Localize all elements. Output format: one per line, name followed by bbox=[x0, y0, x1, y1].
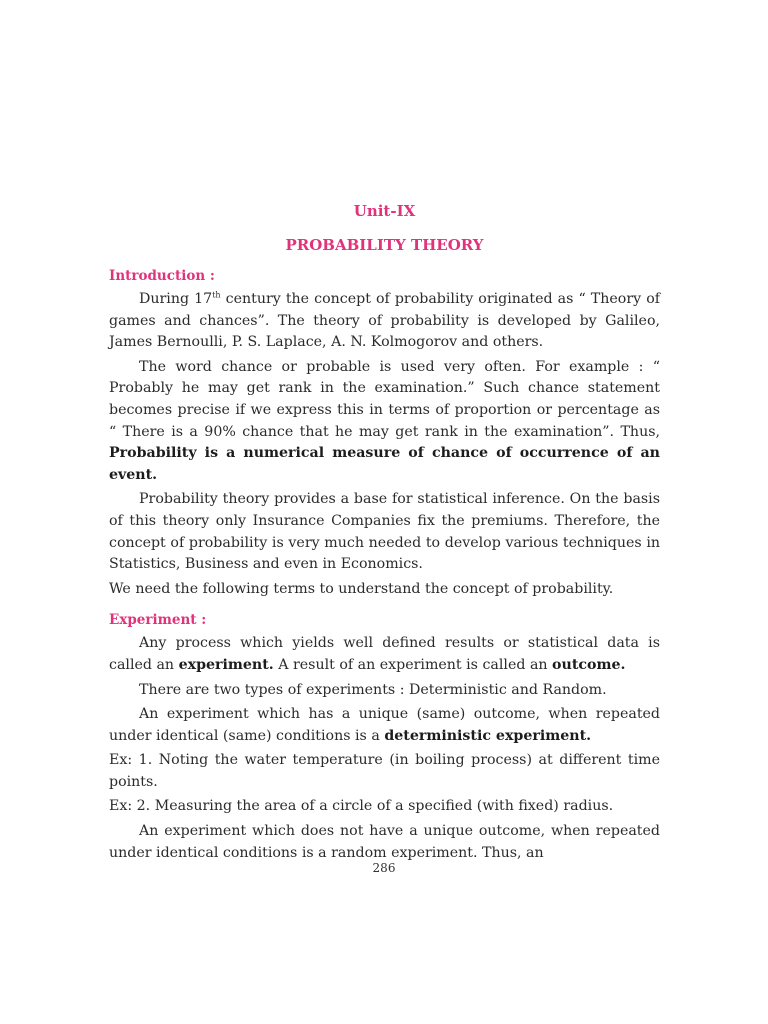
intro-p2-text: The word chance or probable is used very often. For example : “ Probably he may get rank in the examination.” Such chance statement becomes precise if we express this in terms of proportion or percentage as “ There is a 90% chance that he may get rank in the examination”. Thus, bbox=[109, 358, 660, 440]
experiment-heading: Experiment : bbox=[109, 612, 207, 629]
intro-p1-text-a: During 17 bbox=[139, 291, 213, 307]
experiment-paragraph-2: There are two types of experiments : Deterministic and Random. bbox=[139, 681, 607, 698]
experiment-term: experiment. bbox=[178, 656, 274, 673]
unit-heading: Unit-IX bbox=[353, 202, 416, 220]
exp-p1-text-b: A result of an experiment is called an bbox=[273, 656, 553, 673]
introduction-paragraph-2 bbox=[109, 357, 660, 487]
deterministic-term: deterministic experiment. bbox=[384, 727, 592, 744]
introduction-paragraph-3: Probability theory provides a base for statistical inference. On the basis of this theory only Insurance Companies fix the premiums. Therefore, the concept of probability is very much needed to develop various techniques in Statistics, Business and even in Economics. bbox=[109, 491, 660, 573]
outcome-term: outcome. bbox=[552, 656, 626, 673]
experiment-paragraph-1 bbox=[109, 633, 660, 676]
page-number: 286 bbox=[372, 861, 396, 875]
example-1: Ex: 1. Noting the water temperature (in boiling process) at different time points. bbox=[109, 752, 660, 790]
experiment-paragraph-4: An experiment which does not have a unique outcome, when repeated under identical conditions is a random experiment. Thus, an bbox=[109, 823, 660, 861]
example-2: Ex: 2. Measuring the area of a circle of a specified (with fixed) radius. bbox=[109, 798, 614, 815]
introduction-paragraph-4: We need the following terms to understand the concept of probability. bbox=[109, 580, 614, 597]
exp-p1-text-a: Any process which yields well defined results or statistical data is called an bbox=[109, 635, 660, 673]
intro-p1-text-b: century the concept of probability originated as “ Theory of games and chances”. The theory of probability is developed by Galileo, James Bernoulli, P. S. Laplace, A. N. Kolmogorov and others. bbox=[109, 291, 660, 351]
probability-definition: Probability is a numerical measure of chance of occurrence of an event. bbox=[109, 445, 660, 483]
introduction-paragraph-1 bbox=[109, 289, 660, 354]
exp-p3-text: An experiment which has a unique (same) outcome, when repeated under identical (same) conditions is a bbox=[109, 706, 660, 744]
document-page bbox=[109, 198, 660, 867]
introduction-heading: Introduction : bbox=[109, 268, 215, 284]
experiment-paragraph-3 bbox=[109, 704, 660, 747]
page-title: PROBABILITY THEORY bbox=[285, 236, 484, 254]
intro-p1-superscript: th bbox=[212, 290, 221, 300]
